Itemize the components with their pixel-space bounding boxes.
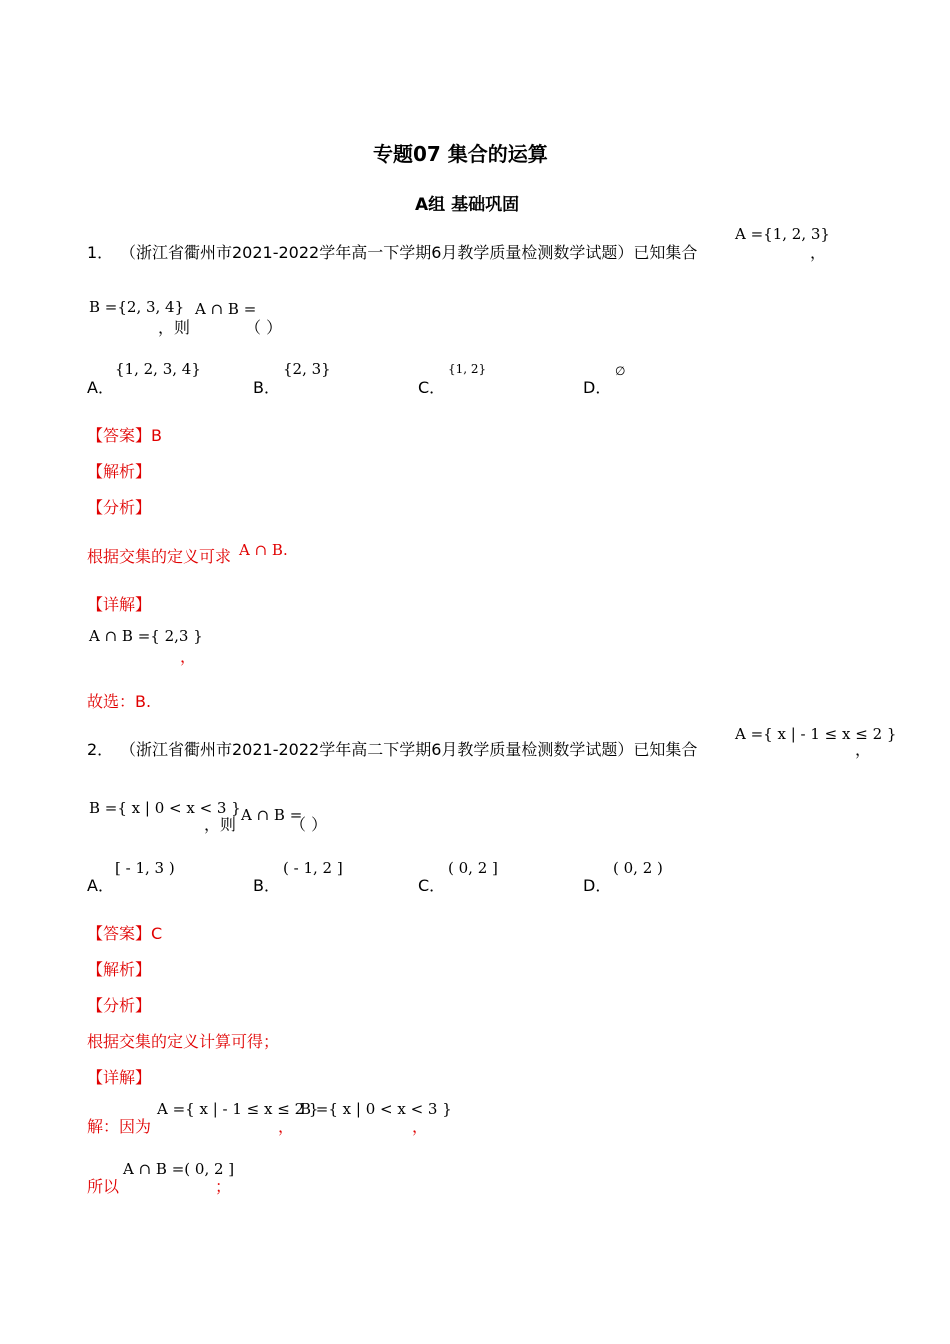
q2-solution-comma-2: ， <box>412 1117 429 1136</box>
q1-expression: A ∩ B = <box>195 300 257 318</box>
q2-blank-paren: （ ） <box>290 815 328 834</box>
page-title: 专题07 集合的运算 <box>373 142 548 166</box>
q2-option-b-label: B． <box>253 876 280 895</box>
q2-analysis-text: 根据交集的定义计算可得； <box>87 1032 280 1051</box>
section-heading: A组 基础巩固 <box>415 195 520 215</box>
q1-detail-math: A ∩ B ={ 2,3 } <box>89 627 203 645</box>
q1-conclusion: 故选：B. <box>87 692 152 711</box>
q2-fenxi-heading: 【分析】 <box>87 996 152 1015</box>
q1-xiangjie-heading: 【详解】 <box>87 595 152 614</box>
q2-expression: A ∩ B = <box>241 806 303 824</box>
q2-solution-comma-1: ， <box>278 1117 295 1136</box>
q2-answer: 【答案】C <box>87 924 163 943</box>
q1-analysis-text: 根据交集的定义可求 <box>87 547 232 566</box>
q2-set-a: A ={ x | - 1 ≤ x ≤ 2 } <box>735 725 897 743</box>
q1-detail-comma: ， <box>180 647 197 666</box>
q1-analysis-math: A ∩ B. <box>239 541 288 559</box>
q1-source: （浙江省衢州市2021-2022学年高一下学期6月教学质量检测数学试题）已知集合 <box>120 243 698 262</box>
q1-option-c-value: {1, 2} <box>448 362 487 376</box>
q2-comma: ， <box>855 740 872 759</box>
q2-option-b-value: ( - 1, 2 ] <box>283 859 343 877</box>
q2-option-c-label: C． <box>418 876 446 895</box>
q2-then: ，则 <box>204 815 237 834</box>
q1-number: 1． <box>87 243 114 262</box>
q2-option-d-value: ( 0, 2 ) <box>613 859 663 877</box>
q1-option-d-value: ∅ <box>615 364 626 378</box>
q2-solution-prefix: 解：因为 <box>87 1117 152 1136</box>
q2-source: （浙江省衢州市2021-2022学年高二下学期6月教学质量检测数学试题）已知集合 <box>120 740 698 759</box>
q1-option-b-label: B． <box>253 378 280 397</box>
q2-jiexi-heading: 【解析】 <box>87 960 152 979</box>
q1-option-d-label: D． <box>583 378 612 397</box>
q1-option-c-label: C． <box>418 378 446 397</box>
q2-option-c-value: ( 0, 2 ] <box>448 859 498 877</box>
q2-solution-set-b: B ={ x | 0 < x < 3 } <box>300 1100 452 1118</box>
q2-option-d-label: D． <box>583 876 612 895</box>
q1-fenxi-heading: 【分析】 <box>87 498 152 517</box>
q2-option-a-value: [ - 1, 3 ) <box>115 859 175 877</box>
q1-then: ，则 <box>158 318 191 337</box>
q2-set-b: B ={ x | 0 < x < 3 } <box>89 799 241 817</box>
q1-blank-paren: （ ） <box>245 318 283 337</box>
q2-option-a-label: A． <box>87 876 114 895</box>
q1-jiexi-heading: 【解析】 <box>87 462 152 481</box>
q1-set-b: B ={2, 3, 4} <box>89 298 185 316</box>
q1-option-a-label: A． <box>87 378 114 397</box>
q2-so-prefix: 所以 <box>87 1177 120 1196</box>
q1-option-a-value: {1, 2, 3, 4} <box>115 360 201 378</box>
q2-so-math: A ∩ B =( 0, 2 ] <box>123 1160 235 1178</box>
q2-so-end: ； <box>215 1177 232 1196</box>
q2-number: 2． <box>87 740 114 759</box>
q2-solution-set-a: A ={ x | - 1 ≤ x ≤ 2 } <box>157 1100 319 1118</box>
q1-set-a: A ={1, 2, 3} <box>735 225 830 243</box>
q1-answer: 【答案】B <box>87 426 162 445</box>
q1-comma: ， <box>810 243 827 262</box>
q2-xiangjie-heading: 【详解】 <box>87 1068 152 1087</box>
q1-option-b-value: {2, 3} <box>283 360 331 378</box>
